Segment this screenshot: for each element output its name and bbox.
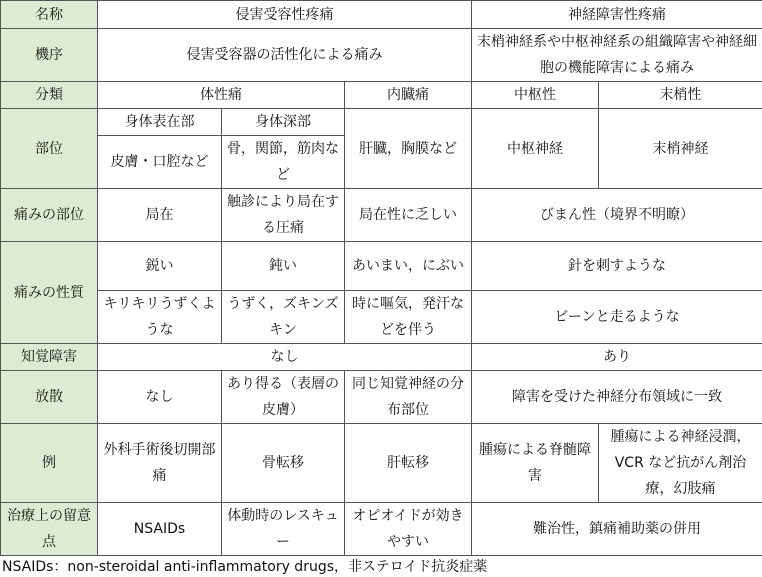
table-row-site-1 (1, 109, 762, 136)
site-peripheral: 末梢神経 (599, 109, 762, 189)
table-row-pain-site (1, 189, 762, 242)
site-deep: 身体深部 (222, 109, 345, 136)
table-row-radiation (1, 371, 762, 424)
header-name-cell: 名称 (1, 1, 98, 29)
row-label-classification: 分類 (1, 82, 98, 109)
radiation-superficial: なし (98, 371, 222, 424)
table-row-header (1, 1, 762, 29)
radiation-deep: あり得る（表層の皮膚） (222, 371, 345, 424)
treatment-neuropathic: 難治性，鎮痛補助薬の併用 (472, 503, 762, 556)
treatment-visceral: オピオイドが効きやすい (345, 503, 472, 556)
table-row-quality-1 (1, 242, 762, 291)
mechanism-neuropathic: 末梢神経系や中枢神経系の組織障害や神経細胞の機能障害による痛み (472, 29, 762, 82)
row-label-radiation: 放散 (1, 371, 98, 424)
table-row-sensory (1, 344, 762, 371)
quality-neuropathic-2: ビーンと走るような (472, 291, 762, 344)
row-label-quality: 痛みの性質 (1, 242, 98, 344)
table-row-examples (1, 424, 762, 503)
table-row-classification (1, 82, 762, 109)
footnote: NSAIDs：non-steroidal anti-inflammatory drugs，非ステロイド抗炎症薬 (0, 557, 762, 577)
quality-superficial-1: 鋭い (98, 242, 222, 291)
site-visceral: 肝臓，胸膜など (345, 109, 472, 189)
pain-site-superficial: 局在 (98, 189, 222, 242)
row-label-site: 部位 (1, 109, 98, 189)
table-row-treatment (1, 503, 762, 556)
row-label-treatment: 治療上の留意点 (1, 503, 98, 556)
quality-visceral-1: あいまい，にぶい (345, 242, 472, 291)
example-central: 腫瘍による脊髄障害 (472, 424, 599, 503)
site-superficial: 身体表在部 (98, 109, 222, 136)
class-visceral: 内臓痛 (345, 82, 472, 109)
row-label-sensory: 知覚障害 (1, 344, 98, 371)
pain-site-deep: 触診により局在する圧痛 (222, 189, 345, 242)
quality-neuropathic-1: 針を刺すような (472, 242, 762, 291)
quality-visceral-2: 時に嘔気，発汗などを伴う (345, 291, 472, 344)
example-peripheral: 腫瘍による神経浸潤，VCR など抗がん剤治療，幻肢痛 (599, 424, 762, 503)
quality-deep-1: 鈍い (222, 242, 345, 291)
sensory-neuropathic: あり (472, 344, 762, 371)
example-superficial: 外科手術後切開部痛 (98, 424, 222, 503)
quality-superficial-2: キリキリうずくような (98, 291, 222, 344)
treatment-superficial: NSAIDs (98, 503, 222, 556)
mechanism-nociceptive: 侵害受容器の活性化による痛み (98, 29, 472, 82)
radiation-neuropathic: 障害を受けた神経分布領域に一致 (472, 371, 762, 424)
sensory-nociceptive: なし (98, 344, 472, 371)
row-label-mechanism: 機序 (1, 29, 98, 82)
quality-deep-2: うずく，ズキンズキン (222, 291, 345, 344)
table-row-mechanism (1, 29, 762, 82)
row-label-pain-site: 痛みの部位 (1, 189, 98, 242)
row-label-examples: 例 (1, 424, 98, 503)
class-somatic: 体性痛 (98, 82, 345, 109)
class-central: 中枢性 (472, 82, 599, 109)
treatment-deep: 体動時のレスキュー (222, 503, 345, 556)
site-deep-example: 骨，関節，筋肉など (222, 136, 345, 189)
pain-site-visceral: 局在性に乏しい (345, 189, 472, 242)
example-visceral: 肝転移 (345, 424, 472, 503)
radiation-visceral: 同じ知覚神経の分布部位 (345, 371, 472, 424)
header-nociceptive: 侵害受容性疼痛 (98, 1, 472, 29)
header-neuropathic: 神経障害性疼痛 (472, 1, 762, 29)
example-deep: 骨転移 (222, 424, 345, 503)
class-peripheral: 末梢性 (599, 82, 762, 109)
table-row-quality-2 (1, 291, 762, 344)
site-superficial-example: 皮膚・口腔など (98, 136, 222, 189)
site-central: 中枢神経 (472, 109, 599, 189)
pain-site-neuropathic: びまん性（境界不明瞭） (472, 189, 762, 242)
